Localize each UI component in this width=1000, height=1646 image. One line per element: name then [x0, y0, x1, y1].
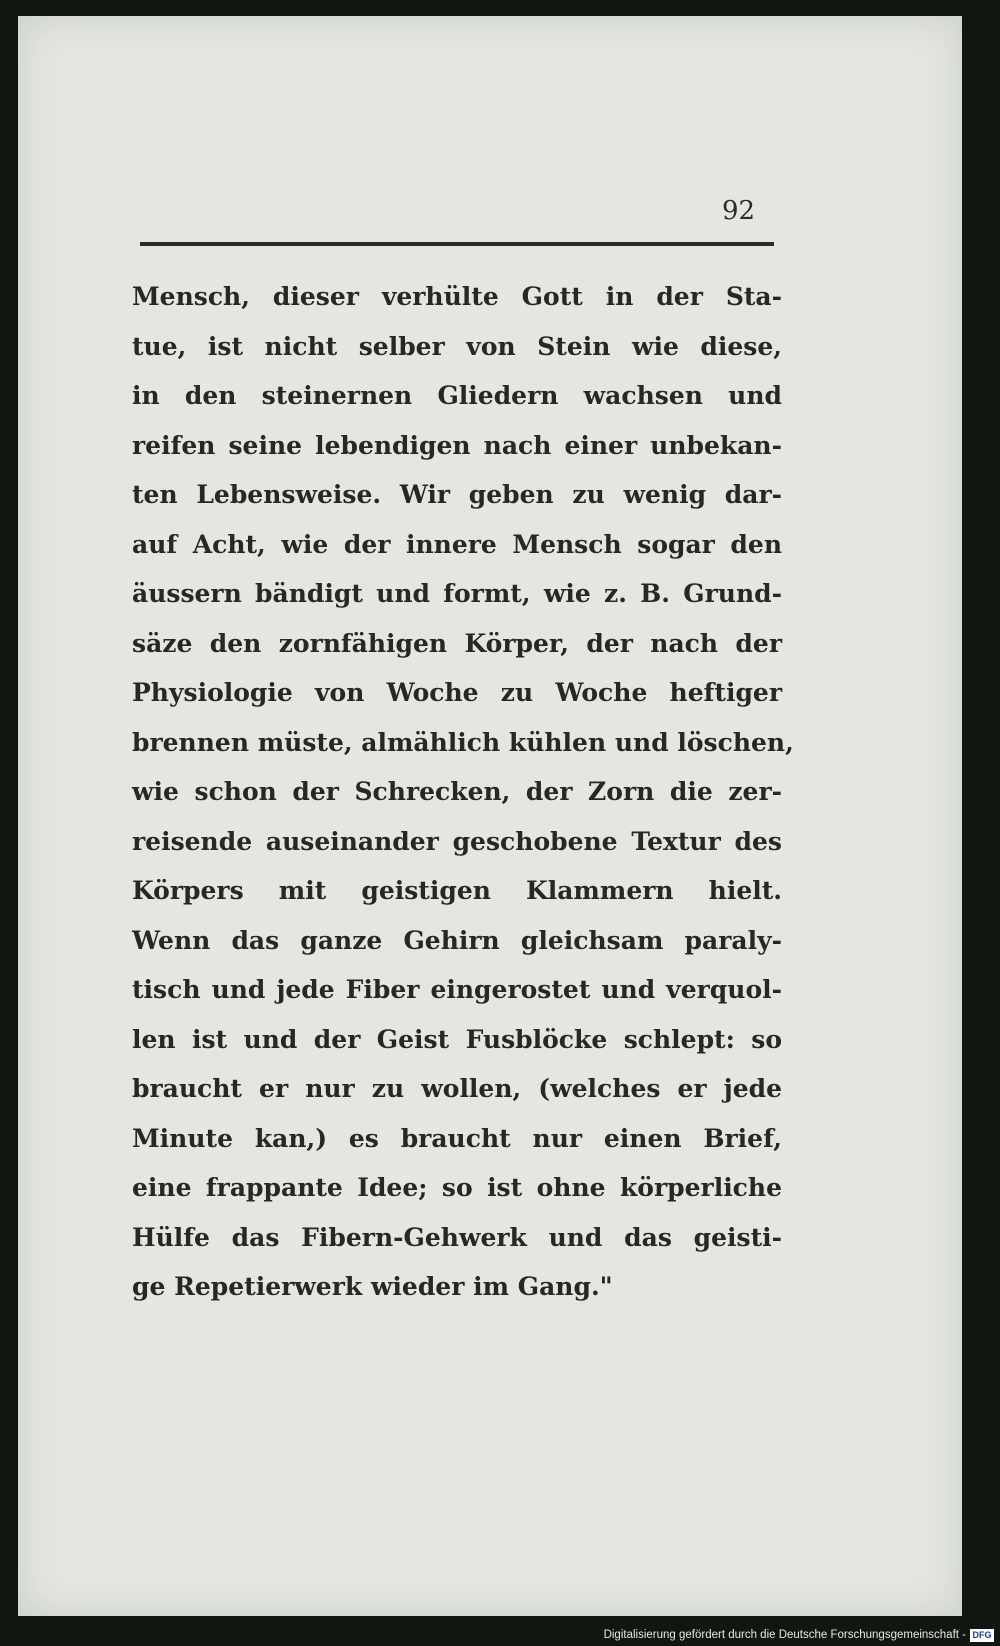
book-page	[18, 16, 962, 1616]
text-line: len ist und der Geist Fusblöcke schlept: so	[132, 1024, 782, 1054]
text-line: tue, ist nicht selber von Stein wie diese,	[132, 331, 782, 361]
page-text-block	[132, 272, 794, 1312]
text-line: reisende auseinander geschobene Textur des	[132, 826, 782, 856]
text-line: tisch und jede Fiber eingerostet und verquol-	[132, 975, 782, 1004]
text-line: wie schon der Schrecken, der Zorn die zer-	[132, 777, 782, 806]
header-rule	[140, 242, 774, 246]
text-line: reifen seine lebendigen nach einer unbekan-	[132, 430, 782, 460]
text-line: braucht er nur zu wollen, (welches er jede	[132, 1074, 782, 1103]
page-number: 92	[722, 196, 756, 226]
text-line: in den steinernen Gliedern wachsen und	[132, 381, 782, 410]
text-line: Physiologie von Woche zu Woche heftiger	[132, 678, 782, 707]
text-line: Wenn das ganze Gehirn gleichsam paraly-	[132, 925, 782, 955]
text-line: Hülfe das Fibern-Gehwerk und das geisti-	[132, 1222, 782, 1252]
digitization-credit: Digitalisierung gefördert durch die Deutsche Forschungsgemeinschaft -	[603, 1629, 966, 1641]
dfg-logo: DFG	[970, 1629, 994, 1642]
text-line: Körpers mit geistigen Klammern hielt.	[132, 876, 782, 905]
text-line: brennen müste, almählich kühlen und löschen,	[132, 727, 794, 757]
text-line: Minute kan,) es braucht nur einen Brief,	[132, 1123, 782, 1153]
text-line: ten Lebensweise. Wir geben zu wenig dar-	[132, 480, 782, 509]
text-line: säze den zornfähigen Körper, der nach der	[132, 628, 782, 658]
text-line: äussern bändigt und formt, wie z. B. Grund-	[132, 579, 782, 608]
text-line: auf Acht, wie der innere Mensch sogar den	[132, 529, 782, 559]
text-line: ge Repetierwerk wieder im Gang."	[132, 1272, 613, 1301]
text-line: Mensch, dieser verhülte Gott in der Sta-	[132, 282, 782, 311]
text-line: eine frappante Idee; so ist ohne körperliche	[132, 1173, 782, 1202]
